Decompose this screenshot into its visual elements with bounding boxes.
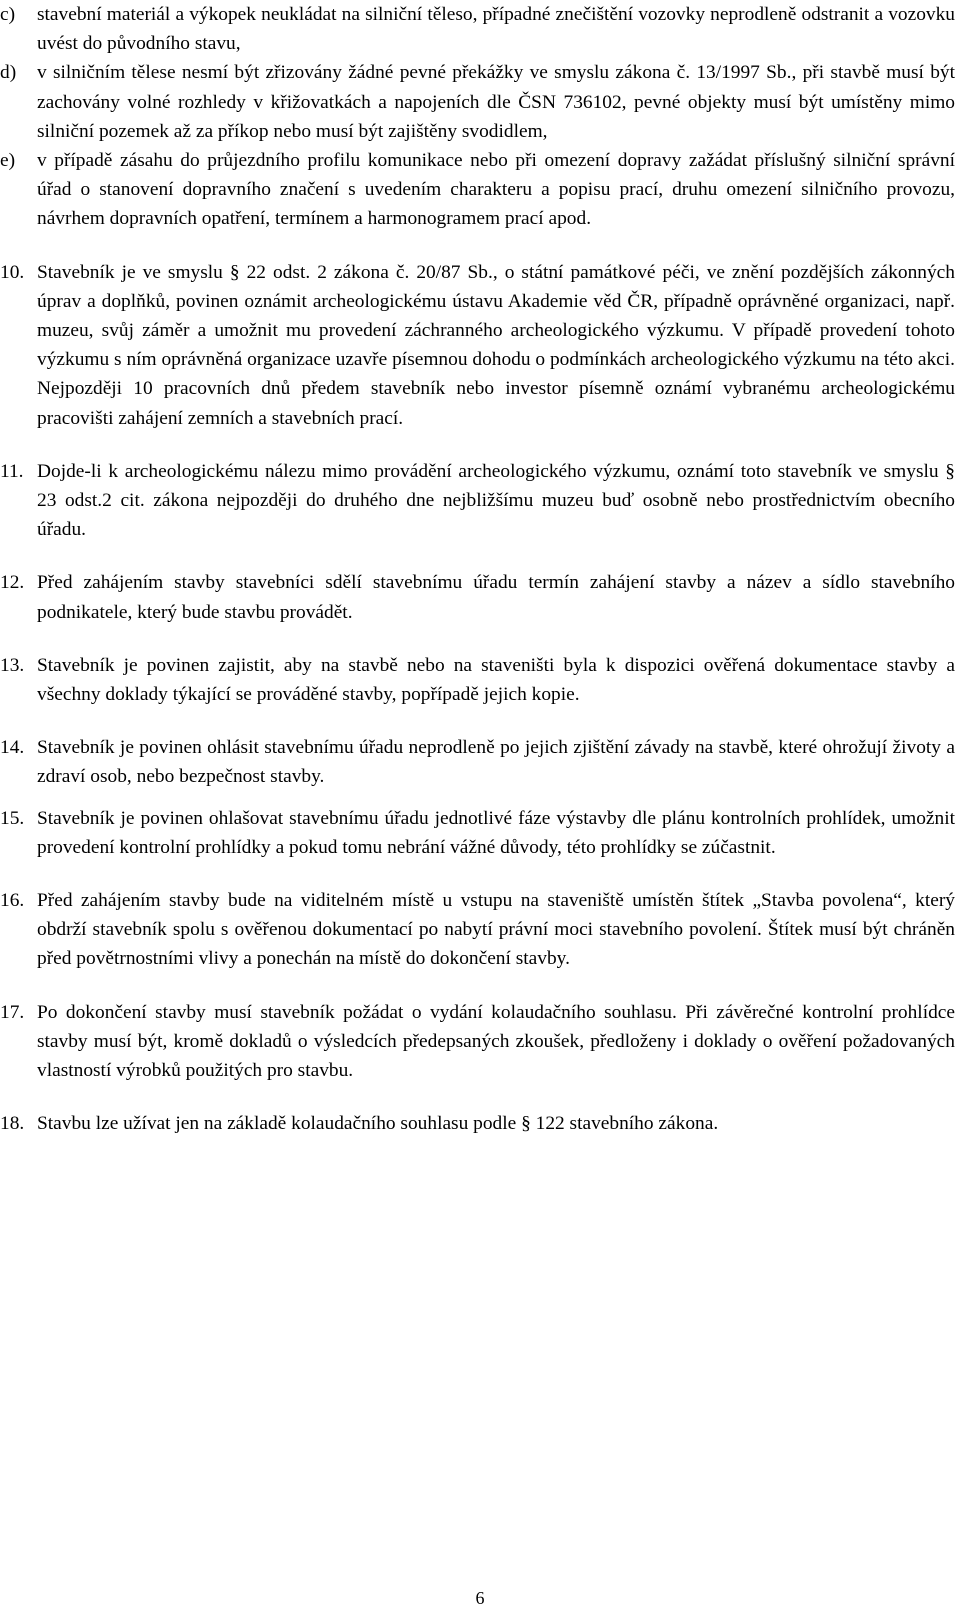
clause-13 <box>0 651 955 709</box>
clause-text: Před zahájením stavby bude na viditelném místě u vstupu na staveniště umístěn štítek „Stavba povolena“, který obdrží stavebník spolu s ověřenou dokumentací po nabytí právní moci stavebního povolení. Štítek musí být chráněn před povětrnostními vlivy a ponechán na místě do dokončení stavby. <box>37 890 955 970</box>
clause-number: 12. <box>0 572 25 594</box>
list-item-e <box>0 146 955 234</box>
clause-12 <box>0 568 955 626</box>
clause-number: 17. <box>0 1001 25 1023</box>
clause-number: 16. <box>0 890 25 912</box>
clause-number: 15. <box>0 807 25 829</box>
list-text: v případě zásahu do průjezdního profilu komunikace nebo při omezení dopravy zažádat příslušný silniční správní úřad o stanovení dopravního značení s uvedením charakteru a popisu prací, druhu omezení silničního provozu, návrhem dopravních opatření, termínem a harmonogramem prací apod. <box>37 150 955 230</box>
clause-15 <box>0 804 955 862</box>
clause-14 <box>0 733 955 791</box>
clause-18 <box>0 1109 955 1138</box>
clause-10 <box>0 258 955 433</box>
clause-text: Stavebník je povinen ohlásit stavebnímu úřadu neprodleně po jejich zjištění závady na stavbě, které ohrožují životy a zdraví osob, nebo bezpečnost stavby. <box>37 737 955 788</box>
list-text: stavební materiál a výkopek neukládat na silniční těleso, případné znečištění vozovky neprodleně odstranit a vozovku uvést do původního stavu, <box>37 4 955 55</box>
clause-number: 18. <box>0 1113 25 1135</box>
list-label: d) <box>0 62 17 84</box>
clause-number: 10. <box>0 261 25 283</box>
list-label: c) <box>0 4 16 25</box>
clause-text: Před zahájením stavby stavebníci sdělí stavebnímu úřadu termín zahájení stavby a název a sídlo stavebního podnikatele, který bude stavbu provádět. <box>37 572 955 623</box>
clause-text: Stavbu lze užívat jen na základě kolaudačního souhlasu podle § 122 stavebního zákona. <box>37 1113 719 1135</box>
clause-text: Stavebník je povinen zajistit, aby na stavbě nebo na staveništi byla k dispozici ověřená dokumentace stavby a všechny doklady týkající se prováděné stavby, popřípadě jejich kopie. <box>37 654 955 706</box>
clause-11 <box>0 457 955 545</box>
clause-number: 11. <box>0 460 24 482</box>
clause-text: Stavebník je povinen ohlašovat stavebnímu úřadu jednotlivé fáze výstavby dle plánu kontrolních prohlídek, umožnit provedení kontrolní prohlídky a pokud tomu nebrání vážné důvody, této prohlídky se zúčastnit. <box>37 807 955 858</box>
clause-number: 14. <box>0 737 25 759</box>
list-label: e) <box>0 150 16 172</box>
list-item-c <box>0 0 955 58</box>
clause-text: Po dokončení stavby musí stavebník požádat o vydání kolaudačního souhlasu. Při závěrečné kontrolní prohlídce stavby musí být, kromě dokladů o výsledcích předepsaných zkoušek, předloženy i doklady o ověření požadovaných vlastností výrobků použitých pro stavbu. <box>37 1001 955 1082</box>
list-item-d <box>0 58 955 146</box>
clause-17 <box>0 998 955 1086</box>
page-number: 6 <box>475 1588 485 1608</box>
list-text: v silničním tělese nesmí být zřizovány žádné pevné překážky ve smyslu zákona č. 13/1997 Sb., při stavbě musí být zachovány volné rozhledy v křižovatkách a napojeních dle ČSN 736102, pevné objekty musí být umístěny mimo silniční pozemek až za příkop nebo musí být zajištěny svodidlem, <box>37 62 955 142</box>
clause-text: Dojde-li k archeologickému nálezu mimo provádění archeologického výzkumu, oznámí toto stavebník ve smyslu § 23 odst.2 cit. zákona nejpozději do druhého dne nejbližšímu muzeu buď osobně nebo prostřednictvím obecního úřadu. <box>37 460 955 541</box>
clause-16 <box>0 886 955 974</box>
clause-text: Stavebník je ve smyslu § 22 odst. 2 zákona č. 20/87 Sb., o státní památkové péči, ve znění pozdějších zákonných úprav a doplňků, povinen oznámit archeologickému ústavu Akademie věd ČR, případně oprávněné organizaci, např. muzeu, svůj záměr a umožnit mu provedení záchranného archeologického výzkumu. V případě provedení tohoto výzkumu s ním oprávněná organizace uzavře písemnou dohodu o podmínkách archeologického výzkumu na této akci. Nejpozději 10 pracovních dnů předem stavebník nebo investor písemně oznámí vybranému archeologickému pracovišti zahájení zemních a stavebních prací. <box>37 261 955 429</box>
clause-number: 13. <box>0 654 25 676</box>
